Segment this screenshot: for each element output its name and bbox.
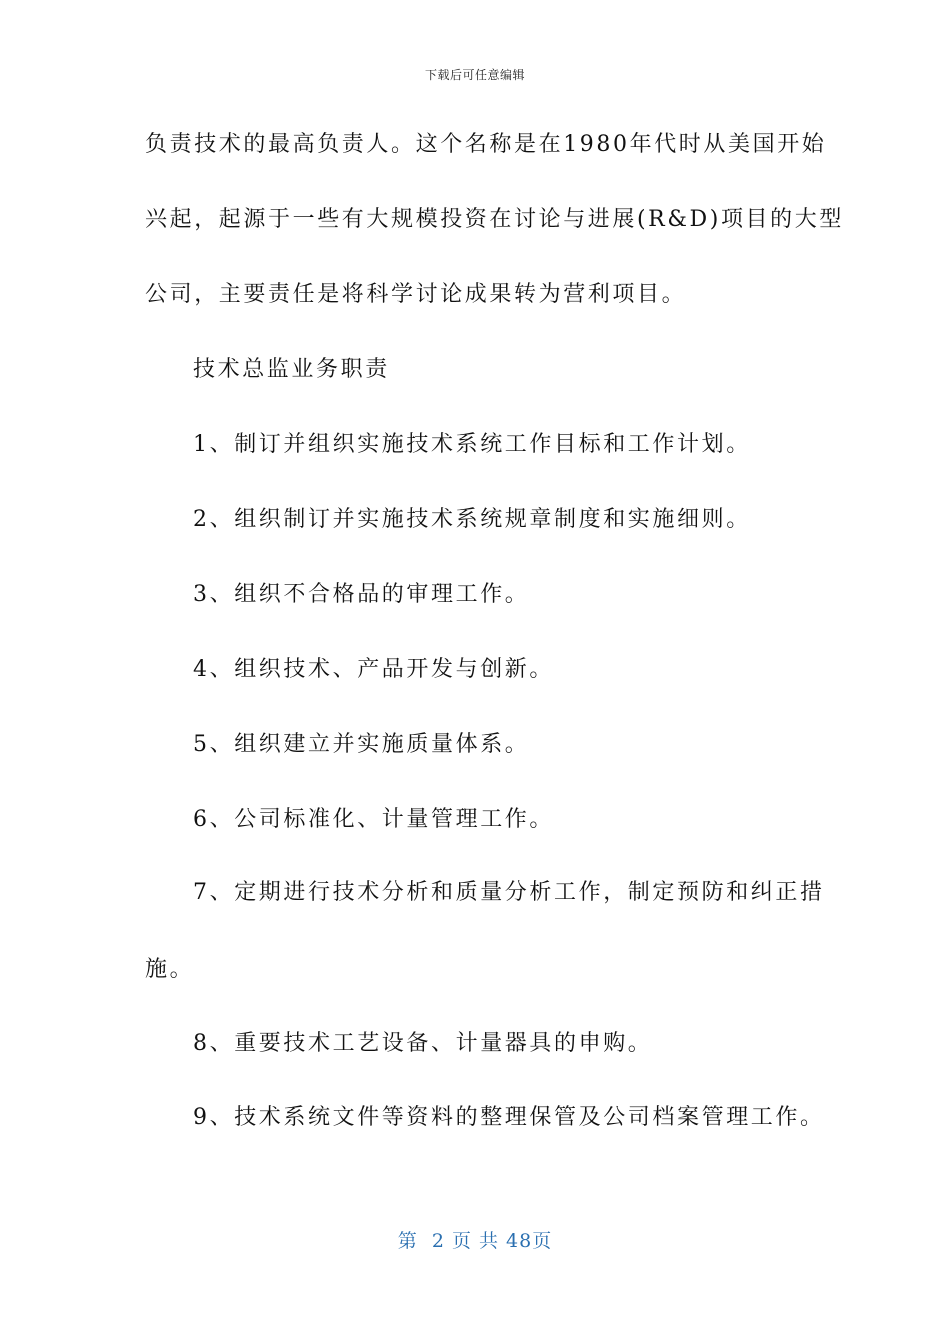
duty-item-3: 3、组织不合格品的审理工作。 [193, 582, 530, 607]
duty-item-6: 6、公司标准化、计量管理工作。 [193, 807, 554, 832]
body-line-2: 兴起，起源于一些有大规模投资在讨论与进展(R&D)项目的大型 [145, 207, 844, 232]
duty-item-7-continued: 施。 [145, 957, 195, 982]
body-line-3: 公司，主要责任是将科学讨论成果转为营利项目。 [145, 282, 687, 307]
duty-item-1: 1、制订并组织实施技术系统工作目标和工作计划。 [193, 432, 751, 457]
duty-item-5: 5、组织建立并实施质量体系。 [193, 732, 530, 757]
duty-item-7: 7、定期进行技术分析和质量分析工作，制定预防和纠正措 [193, 880, 825, 905]
duty-item-9: 9、技术系统文件等资料的整理保管及公司档案管理工作。 [193, 1105, 825, 1130]
body-line-1: 负责技术的最高负责人。这个名称是在1980年代时从美国开始 [145, 132, 827, 157]
duty-item-2: 2、组织制订并实施技术系统规章制度和实施细则。 [193, 507, 751, 532]
section-heading: 技术总监业务职责 [193, 357, 390, 382]
page-number-footer: 第 2 页 共 48页 [397, 1230, 553, 1252]
page-header: 下载后可任意编辑 [424, 68, 525, 82]
duty-item-8: 8、重要技术工艺设备、计量器具的申购。 [193, 1031, 653, 1056]
duty-item-4: 4、组织技术、产品开发与创新。 [193, 657, 554, 682]
